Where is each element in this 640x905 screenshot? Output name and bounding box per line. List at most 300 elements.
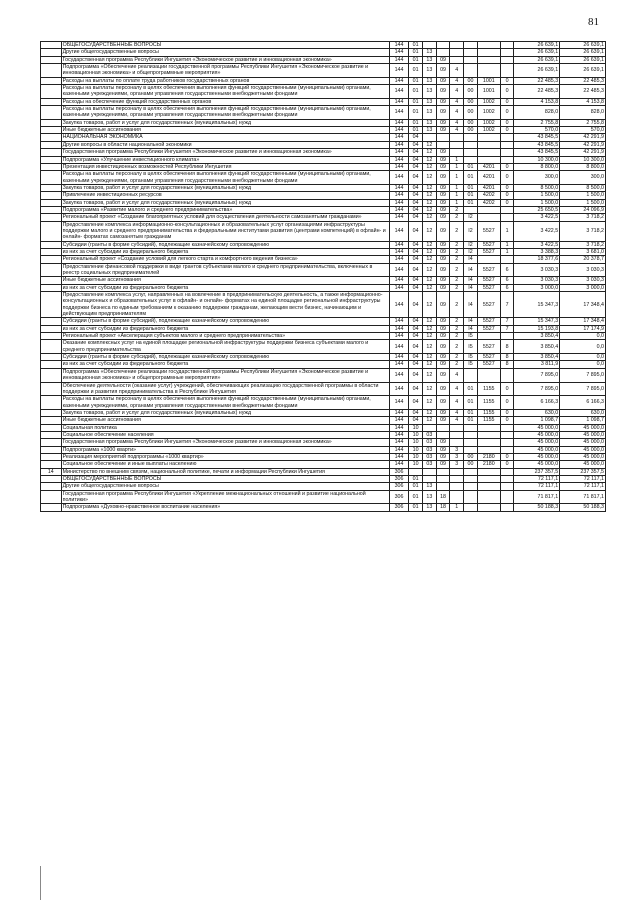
row-name: Привлечение инвестиционных ресурсов	[61, 192, 389, 199]
sum-year-1: 25 650,5	[514, 206, 560, 213]
code-program: 09	[436, 263, 450, 277]
code-ved: 144	[389, 439, 408, 446]
code-direction: 00	[464, 453, 478, 460]
code-direction: 01	[464, 382, 478, 396]
code-ved: 144	[389, 98, 408, 105]
code-article: 1001	[477, 77, 500, 84]
code-ved: 144	[389, 318, 408, 325]
sum-year-1: 7 895,0	[514, 368, 560, 382]
row-name: Иные бюджетные ассигнования	[61, 277, 389, 284]
code-section: 01	[409, 119, 423, 126]
sum-year-1: 22 485,3	[514, 85, 560, 99]
code-subprogram: 1	[450, 184, 464, 191]
sum-year-2: 3 681,0	[560, 248, 606, 255]
sum-year-1: 45 000,0	[514, 461, 560, 468]
code-subsection: 12	[422, 192, 436, 199]
sum-year-1: 3 030,3	[514, 277, 560, 284]
code-article: 1002	[477, 106, 500, 120]
row-number	[41, 42, 62, 49]
code-section: 04	[409, 199, 423, 206]
code-ved: 144	[389, 292, 408, 318]
code-section: 01	[409, 98, 423, 105]
table-row	[41, 490, 606, 504]
code-program: 09	[436, 256, 450, 263]
sum-year-2: 10 300,0	[560, 156, 606, 163]
row-name: ОБЩЕГОСУДАРСТВЕННЫЕ ВОПРОСЫ	[61, 42, 389, 49]
row-number	[41, 192, 62, 199]
code-expense-type: 0	[500, 171, 514, 185]
code-subprogram	[450, 468, 464, 475]
code-expense-type: 0	[500, 98, 514, 105]
table-row	[41, 206, 606, 213]
row-name: Предоставление финансовой поддержки в виде грантов субъектами малого и среднего предпринимательства, включенных в реестр социальных предпринимателей	[61, 263, 389, 277]
code-subsection: 12	[422, 214, 436, 221]
row-number	[41, 127, 62, 134]
sum-year-1: 26 639,1	[514, 64, 560, 78]
code-article: 2180	[477, 453, 500, 460]
code-program: 18	[436, 504, 450, 511]
code-section: 01	[409, 49, 423, 56]
sum-year-1: 45 000,0	[514, 439, 560, 446]
code-section: 01	[409, 77, 423, 84]
code-subprogram: 4	[450, 368, 464, 382]
code-subprogram: 2	[450, 214, 464, 221]
code-direction: I2	[464, 221, 478, 241]
table-row	[41, 340, 606, 354]
code-expense-type: 0	[500, 453, 514, 460]
code-article	[477, 141, 500, 148]
table-row	[41, 361, 606, 368]
sum-year-1: 2 755,8	[514, 119, 560, 126]
code-ved: 144	[389, 127, 408, 134]
table-row	[41, 221, 606, 241]
code-section: 04	[409, 214, 423, 221]
code-section: 04	[409, 417, 423, 424]
sum-year-1: 15 347,3	[514, 292, 560, 318]
code-expense-type	[500, 64, 514, 78]
code-subprogram: 2	[450, 241, 464, 248]
code-subsection	[422, 475, 436, 482]
code-direction	[464, 475, 478, 482]
code-program: 09	[436, 292, 450, 318]
code-ved: 144	[389, 171, 408, 185]
row-number	[41, 277, 62, 284]
row-name: Министерство по внешним связям, национальной политике, печати и информации Республики Ингушетия	[61, 468, 389, 475]
code-section: 04	[409, 141, 423, 148]
code-expense-type	[500, 431, 514, 438]
code-program: 09	[436, 64, 450, 78]
sum-year-1: 828,0	[514, 106, 560, 120]
code-subsection: 03	[422, 453, 436, 460]
code-direction: 00	[464, 127, 478, 134]
row-number	[41, 49, 62, 56]
code-expense-type: 0	[500, 417, 514, 424]
table-row	[41, 277, 606, 284]
code-ved: 306	[389, 483, 408, 490]
code-ved: 144	[389, 248, 408, 255]
code-expense-type: 0	[500, 119, 514, 126]
code-subprogram	[450, 475, 464, 482]
code-subprogram: 4	[450, 417, 464, 424]
code-expense-type: 1	[500, 248, 514, 255]
row-number	[41, 361, 62, 368]
code-direction: 01	[464, 396, 478, 410]
code-direction	[464, 431, 478, 438]
code-article	[477, 483, 500, 490]
code-expense-type	[500, 56, 514, 63]
code-article: 4202	[477, 199, 500, 206]
code-subsection: 12	[422, 340, 436, 354]
code-subsection: 03	[422, 431, 436, 438]
row-name: Другие общегосударственные вопросы	[61, 49, 389, 56]
row-name: Оказание комплексных услуг на единой площадке региональной инфраструктуры поддержки бизнеса субъектами малого и среднего предпринимательства	[61, 340, 389, 354]
code-section: 04	[409, 361, 423, 368]
row-number	[41, 64, 62, 78]
code-subsection	[422, 134, 436, 141]
code-article: 4201	[477, 171, 500, 185]
sum-year-2: 72 117,1	[560, 475, 606, 482]
code-ved: 144	[389, 77, 408, 84]
code-subsection: 13	[422, 85, 436, 99]
code-subsection: 12	[422, 263, 436, 277]
code-program: 09	[436, 98, 450, 105]
row-number	[41, 409, 62, 416]
sum-year-1: 3 388,3	[514, 248, 560, 255]
sum-year-2: 72 117,1	[560, 483, 606, 490]
row-number	[41, 325, 62, 332]
table-row	[41, 199, 606, 206]
sum-year-1: 300,0	[514, 171, 560, 185]
code-subprogram	[450, 439, 464, 446]
sum-year-1: 45 000,0	[514, 446, 560, 453]
code-subprogram: 2	[450, 354, 464, 361]
row-name: Закупка товаров, работ и услуг для государственных (муниципальных) нужд	[61, 199, 389, 206]
code-subprogram: 1	[450, 504, 464, 511]
code-expense-type	[500, 333, 514, 340]
code-article	[477, 42, 500, 49]
code-section: 01	[409, 42, 423, 49]
code-section: 10	[409, 424, 423, 431]
code-section: 04	[409, 149, 423, 156]
row-name: Расходы на выплаты персоналу в целях обеспечения выполнения функций государственными (муниципальными) органами, казенными учреждениями, органами управления государственными внебюджетными фондами	[61, 396, 389, 410]
sum-year-1: 71 817,1	[514, 490, 560, 504]
code-direction: 00	[464, 461, 478, 468]
table-row	[41, 214, 606, 221]
table-row	[41, 42, 606, 49]
sum-year-2: 3 030,3	[560, 263, 606, 277]
row-name: Закупка товаров, работ и услуг для государственных (муниципальных) нужд	[61, 119, 389, 126]
sum-year-2: 26 639,1	[560, 64, 606, 78]
code-section: 10	[409, 453, 423, 460]
code-subprogram	[450, 490, 464, 504]
code-subsection: 13	[422, 483, 436, 490]
row-name: Закупка товаров, работ и услуг для государственных (муниципальных) нужд	[61, 184, 389, 191]
row-name: Реализация мероприятий подпрограммы «1000 квартир»	[61, 453, 389, 460]
code-subsection: 12	[422, 382, 436, 396]
code-ved: 144	[389, 199, 408, 206]
sum-year-1: 3 811,9	[514, 361, 560, 368]
code-direction: 01	[464, 184, 478, 191]
code-ved: 144	[389, 277, 408, 284]
sum-year-2: 1 500,0	[560, 192, 606, 199]
code-ved: 144	[389, 241, 408, 248]
code-direction: 01	[464, 192, 478, 199]
code-article: 4202	[477, 192, 500, 199]
code-subprogram: 2	[450, 277, 464, 284]
row-name: Региональный проект «Акселерация субъектов малого и среднего предпринимательства»	[61, 333, 389, 340]
code-program: 09	[436, 461, 450, 468]
table-row	[41, 263, 606, 277]
sum-year-1: 43 845,5	[514, 149, 560, 156]
table-row	[41, 504, 606, 511]
code-subsection: 12	[422, 361, 436, 368]
code-expense-type	[500, 504, 514, 511]
code-direction	[464, 156, 478, 163]
row-number	[41, 490, 62, 504]
code-ved: 144	[389, 141, 408, 148]
row-number	[41, 248, 62, 255]
code-ved: 306	[389, 475, 408, 482]
code-program: 09	[436, 382, 450, 396]
row-name: Подпрограмма «Духовно-нравственное воспитание населения»	[61, 504, 389, 511]
sum-year-1: 237 357,5	[514, 468, 560, 475]
sum-year-1: 3 422,5	[514, 241, 560, 248]
code-expense-type: 0	[500, 106, 514, 120]
code-direction: I4	[464, 318, 478, 325]
code-subprogram: 4	[450, 77, 464, 84]
code-subprogram: 4	[450, 106, 464, 120]
code-direction: I5	[464, 333, 478, 340]
code-section: 10	[409, 431, 423, 438]
row-number	[41, 77, 62, 84]
row-name: Другие вопросы в области национальной экономики	[61, 141, 389, 148]
code-ved: 144	[389, 431, 408, 438]
code-direction: I5	[464, 361, 478, 368]
sum-year-2: 3 000,0	[560, 284, 606, 291]
code-direction	[464, 134, 478, 141]
code-program: 09	[436, 156, 450, 163]
row-number	[41, 368, 62, 382]
code-subprogram	[450, 49, 464, 56]
code-expense-type	[500, 49, 514, 56]
code-article	[477, 333, 500, 340]
table-row	[41, 382, 606, 396]
code-program: 09	[436, 127, 450, 134]
row-number	[41, 340, 62, 354]
code-subsection: 12	[422, 417, 436, 424]
code-program: 09	[436, 192, 450, 199]
code-subsection: 13	[422, 119, 436, 126]
row-number	[41, 382, 62, 396]
sum-year-2: 8 800,0	[560, 163, 606, 170]
code-subprogram: 2	[450, 206, 464, 213]
code-program: 09	[436, 325, 450, 332]
row-name: Субсидии (гранты в форме субсидий), подлежащие казначейскому сопровождению	[61, 241, 389, 248]
sum-year-2: 7 895,0	[560, 382, 606, 396]
code-subprogram: 4	[450, 85, 464, 99]
row-name: Социальная политика	[61, 424, 389, 431]
row-name: из них за счет субсидии из федерального бюджета	[61, 284, 389, 291]
code-article	[477, 64, 500, 78]
row-name: Другие общегосударственные вопросы	[61, 483, 389, 490]
sum-year-2: 828,0	[560, 106, 606, 120]
code-ved: 144	[389, 42, 408, 49]
code-expense-type	[500, 468, 514, 475]
code-subsection: 12	[422, 256, 436, 263]
code-ved: 144	[389, 396, 408, 410]
code-subsection: 12	[422, 292, 436, 318]
code-expense-type: 0	[500, 409, 514, 416]
table-row	[41, 396, 606, 410]
code-ved: 144	[389, 214, 408, 221]
sum-year-2: 7 895,0	[560, 368, 606, 382]
code-subprogram: 1	[450, 163, 464, 170]
page-edge-line	[40, 866, 41, 900]
code-direction	[464, 64, 478, 78]
table-row	[41, 333, 606, 340]
code-section: 01	[409, 106, 423, 120]
code-article	[477, 214, 500, 221]
code-direction	[464, 446, 478, 453]
code-section: 04	[409, 134, 423, 141]
code-subprogram: 1	[450, 199, 464, 206]
row-name: Подпрограмма «Развитие малого и среднего предпринимательства»	[61, 206, 389, 213]
code-ved: 144	[389, 333, 408, 340]
code-section: 04	[409, 156, 423, 163]
code-subsection: 12	[422, 284, 436, 291]
code-section: 04	[409, 256, 423, 263]
row-name: Субсидии (гранты в форме субсидий), подлежащие казначейскому сопровождению	[61, 354, 389, 361]
code-program	[436, 42, 450, 49]
code-section: 01	[409, 504, 423, 511]
row-number	[41, 171, 62, 185]
code-subsection: 13	[422, 98, 436, 105]
code-expense-type: 0	[500, 382, 514, 396]
code-subsection: 12	[422, 248, 436, 255]
sum-year-2: 6 166,3	[560, 396, 606, 410]
sum-year-2: 3 718,2	[560, 214, 606, 221]
code-article	[477, 475, 500, 482]
sum-year-1: 10 300,0	[514, 156, 560, 163]
code-subprogram: 2	[450, 256, 464, 263]
row-name: Расходы на выплаты по оплате труда работников государственных органов	[61, 77, 389, 84]
code-subsection	[422, 42, 436, 49]
table-row	[41, 171, 606, 185]
code-program: 09	[436, 163, 450, 170]
row-number	[41, 221, 62, 241]
code-subprogram: 1	[450, 156, 464, 163]
code-subsection: 13	[422, 56, 436, 63]
table-row	[41, 241, 606, 248]
code-subsection: 12	[422, 163, 436, 170]
sum-year-2: 26 639,1	[560, 42, 606, 49]
row-number	[41, 333, 62, 340]
row-number	[41, 424, 62, 431]
code-ved: 144	[389, 453, 408, 460]
code-subsection: 12	[422, 333, 436, 340]
code-ved: 144	[389, 284, 408, 291]
code-program: 09	[436, 318, 450, 325]
row-number	[41, 156, 62, 163]
code-direction	[464, 483, 478, 490]
sum-year-1: 8 800,0	[514, 163, 560, 170]
code-ved: 144	[389, 206, 408, 213]
code-article: 1155	[477, 417, 500, 424]
row-number	[41, 106, 62, 120]
row-number	[41, 256, 62, 263]
code-subsection: 12	[422, 409, 436, 416]
table-row	[41, 156, 606, 163]
table-row	[41, 409, 606, 416]
row-number	[41, 134, 62, 141]
code-section: 04	[409, 325, 423, 332]
row-number	[41, 439, 62, 446]
code-ved: 144	[389, 409, 408, 416]
code-program	[436, 475, 450, 482]
sum-year-2: 24 096,9	[560, 206, 606, 213]
code-direction	[464, 149, 478, 156]
row-name: Государственная программа Республики Ингушетия «Экономическое развитие и инновационная экономика»	[61, 439, 389, 446]
code-expense-type	[500, 475, 514, 482]
code-section: 04	[409, 333, 423, 340]
code-section: 04	[409, 263, 423, 277]
row-name: Расходы на выплаты персоналу в целях обеспечения выполнения функций государственными (муниципальными) органами, казенными учреждениями, органами управления государственными внебюджетными фондами	[61, 85, 389, 99]
code-subsection: 12	[422, 149, 436, 156]
sum-year-2: 0,0	[560, 333, 606, 340]
code-article	[477, 439, 500, 446]
row-number	[41, 461, 62, 468]
code-expense-type: 0	[500, 127, 514, 134]
code-section: 01	[409, 483, 423, 490]
sum-year-2: 50 188,3	[560, 504, 606, 511]
sum-year-2: 42 291,9	[560, 141, 606, 148]
code-expense-type: 8	[500, 361, 514, 368]
sum-year-2: 3 718,2	[560, 241, 606, 248]
row-number	[41, 199, 62, 206]
table-row	[41, 248, 606, 255]
row-name: ОБЩЕГОСУДАРСТВЕННЫЕ ВОПРОСЫ	[61, 475, 389, 482]
code-subsection: 13	[422, 504, 436, 511]
code-expense-type	[500, 490, 514, 504]
code-article: 1002	[477, 119, 500, 126]
sum-year-1: 50 188,3	[514, 504, 560, 511]
sum-year-2: 42 291,9	[560, 134, 606, 141]
code-expense-type: 6	[500, 263, 514, 277]
row-number	[41, 483, 62, 490]
code-expense-type: 7	[500, 292, 514, 318]
code-program: 09	[436, 214, 450, 221]
code-article	[477, 368, 500, 382]
code-article: 5527	[477, 361, 500, 368]
code-direction: 00	[464, 119, 478, 126]
code-ved: 144	[389, 461, 408, 468]
code-direction	[464, 424, 478, 431]
code-program: 09	[436, 221, 450, 241]
row-number	[41, 163, 62, 170]
row-number	[41, 141, 62, 148]
sum-year-1: 1 500,0	[514, 192, 560, 199]
code-direction	[464, 504, 478, 511]
code-subprogram: 4	[450, 64, 464, 78]
code-ved: 306	[389, 468, 408, 475]
code-subsection	[422, 468, 436, 475]
code-ved: 144	[389, 149, 408, 156]
code-subprogram	[450, 134, 464, 141]
sum-year-1: 3 422,5	[514, 214, 560, 221]
code-program: 18	[436, 490, 450, 504]
code-direction: 00	[464, 85, 478, 99]
code-direction: I2	[464, 241, 478, 248]
